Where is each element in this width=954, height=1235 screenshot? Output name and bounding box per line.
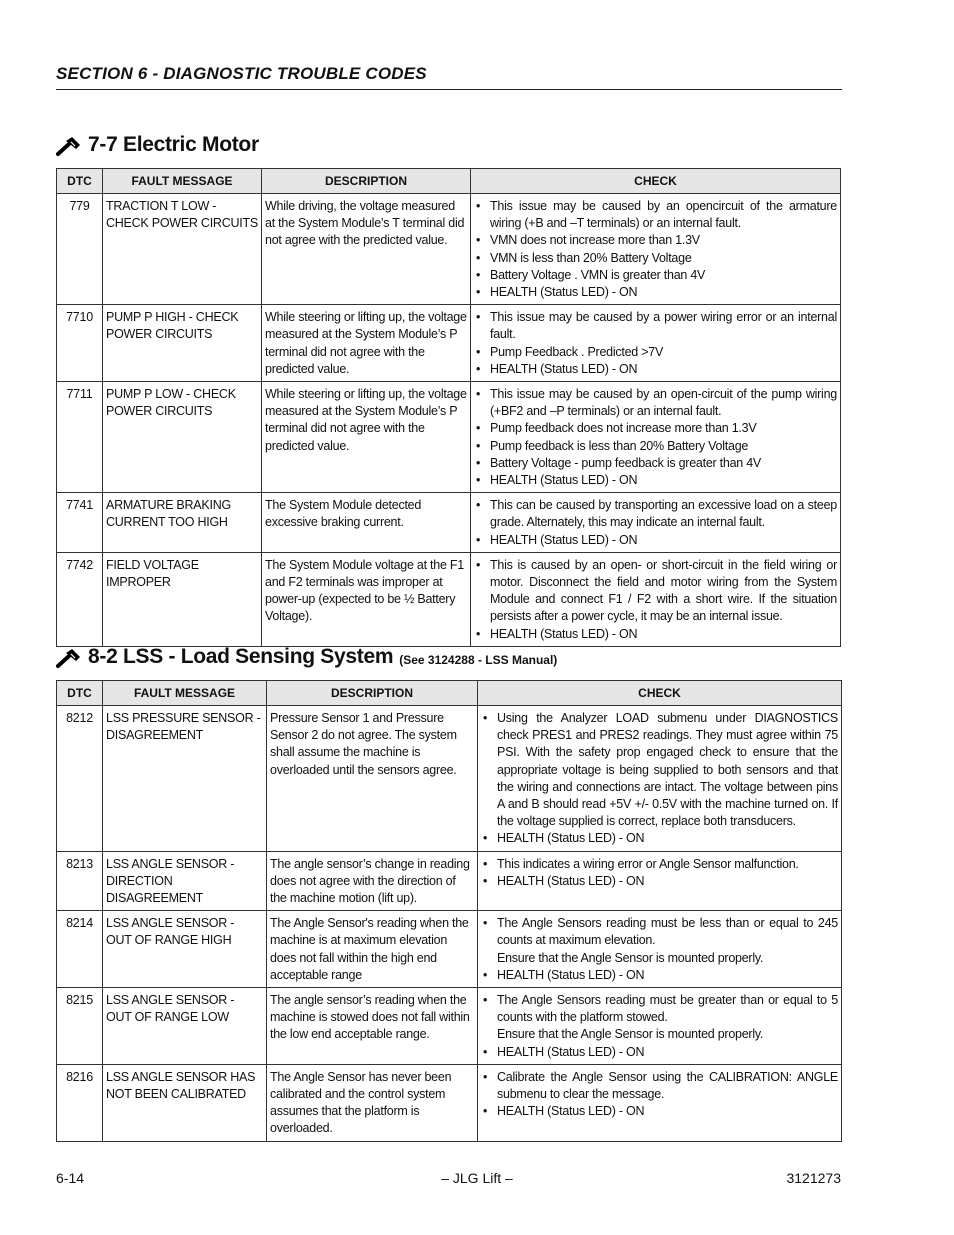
fault-description: While steering or lifting up, the voltage measured at the System Module’s P terminal did not agree with the predicted value. (262, 305, 471, 382)
check-cell (478, 851, 842, 911)
fault-message: LSS ANGLE SENSOR - DIRECTION DISAGREEMENT (103, 851, 267, 911)
header-rule (56, 89, 842, 90)
fault-description: The Angle Sensor's reading when the machine is at maximum elevation does not fall within the high end acceptable range (267, 911, 478, 988)
fault-description: The Angle Sensor has never been calibrated and the control system assumes that the platform is overloaded. (267, 1064, 478, 1141)
section2-heading (56, 645, 557, 669)
table-row (57, 552, 841, 646)
check-cell (478, 1064, 842, 1141)
table-row (57, 706, 842, 852)
check-item: • This can be caused by transporting an excessive load on a steep grade. Alternately, this may indicate an internal fault. (490, 497, 837, 531)
check-item: • This issue may be caused by an open-circuit of the pump wiring (+BF2 and –P terminals) or an internal fault. (490, 386, 837, 420)
section2-title: 8-2 LSS - Load Sensing System (88, 645, 394, 668)
column-header: DESCRIPTION (262, 169, 471, 194)
column-header: FAULT MESSAGE (103, 681, 267, 706)
dtc-code: 8214 (57, 911, 103, 988)
fault-message: LSS PRESSURE SENSOR - DISAGREEMENT (103, 706, 267, 852)
dtc-code: 8216 (57, 1064, 103, 1141)
fault-message: ARMATURE BRAKING CURRENT TOO HIGH (103, 493, 262, 553)
check-item: • The Angle Sensors reading must be greater than or equal to 5 counts with the platform stowed. (497, 992, 838, 1026)
fault-description: While steering or lifting up, the voltage measured at the System Module’s P terminal did not agree with the predicted value. (262, 382, 471, 493)
table-row (57, 305, 841, 382)
check-item: • VMN does not increase more than 1.3V (490, 232, 837, 249)
wrench-icon (56, 135, 82, 157)
dtc-code: 7711 (57, 382, 103, 493)
electric-motor-table (56, 168, 841, 647)
check-item: • This indicates a wiring error or Angle Sensor malfunction. (497, 856, 838, 873)
check-cell (478, 706, 842, 852)
check-cell (478, 988, 842, 1065)
dtc-code: 8215 (57, 988, 103, 1065)
column-header: DESCRIPTION (267, 681, 478, 706)
check-item-continuation: Ensure that the Angle Sensor is mounted properly. (497, 950, 764, 965)
dtc-code: 779 (57, 194, 103, 305)
check-cell (478, 911, 842, 988)
fault-description: The angle sensor’s reading when the machine is stowed does not fall within the low end acceptable range. (267, 988, 478, 1065)
fault-message: TRACTION T LOW - CHECK POWER CIRCUITS (103, 194, 262, 305)
check-item: • The Angle Sensors reading must be less than or equal to 245 counts at maximum elevation. (497, 915, 838, 949)
check-item: • This issue may be caused by a power wiring error or an internal fault. (490, 309, 837, 343)
dtc-code: 7741 (57, 493, 103, 553)
table-row (57, 493, 841, 553)
check-item: • Calibrate the Angle Sensor using the CALIBRATION: ANGLE submenu to clear the message. (497, 1069, 838, 1103)
dtc-code: 8212 (57, 706, 103, 852)
table-row (57, 988, 842, 1065)
check-item: • HEALTH (Status LED) - ON (490, 626, 837, 643)
fault-message: FIELD VOLTAGE IMPROPER (103, 552, 262, 646)
fault-message: PUMP P HIGH - CHECK POWER CIRCUITS (103, 305, 262, 382)
table-header-row (57, 169, 841, 194)
section1-title: 7-7 Electric Motor (88, 133, 259, 156)
footer-publisher: – JLG Lift – (441, 1170, 513, 1186)
check-item: • HEALTH (Status LED) - ON (490, 532, 837, 549)
check-item: • Pump feedback does not increase more than 1.3V (490, 420, 837, 437)
column-header: CHECK (478, 681, 842, 706)
document-number: 3121273 (786, 1170, 841, 1186)
fault-description: The angle sensor’s change in reading does not agree with the direction of the machine motion (lift up). (267, 851, 478, 911)
check-item: • Pump Feedback . Predicted >7V (490, 344, 837, 361)
table-row (57, 911, 842, 988)
check-cell (471, 382, 841, 493)
lss-table (56, 680, 842, 1142)
fault-message: LSS ANGLE SENSOR - OUT OF RANGE LOW (103, 988, 267, 1065)
dtc-code: 8213 (57, 851, 103, 911)
check-cell (471, 493, 841, 553)
check-item: • Pump feedback is less than 20% Battery Voltage (490, 438, 837, 455)
fault-description: The System Module detected excessive braking current. (262, 493, 471, 553)
check-item: • HEALTH (Status LED) - ON (497, 1103, 838, 1120)
section1-heading (56, 133, 259, 157)
column-header: FAULT MESSAGE (103, 169, 262, 194)
table-row (57, 851, 842, 911)
check-item: • HEALTH (Status LED) - ON (497, 967, 838, 984)
column-header: DTC (57, 169, 103, 194)
check-item: • VMN is less than 20% Battery Voltage (490, 250, 837, 267)
table-row (57, 194, 841, 305)
check-item: • HEALTH (Status LED) - ON (490, 361, 837, 378)
check-item: • Battery Voltage - pump feedback is greater than 4V (490, 455, 837, 472)
column-header: DTC (57, 681, 103, 706)
check-item: • This issue may be caused by an opencircuit of the armature wiring (+B and –T terminals) or an internal fault. (490, 198, 837, 232)
check-cell (471, 305, 841, 382)
fault-description: While driving, the voltage measured at the System Module’s T terminal did not agree with the predicted value. (262, 194, 471, 305)
check-cell (471, 194, 841, 305)
column-header: CHECK (471, 169, 841, 194)
fault-description: Pressure Sensor 1 and Pressure Sensor 2 do not agree. The system shall assume the machine is overloaded until the sensors agree. (267, 706, 478, 852)
page-number: 6-14 (56, 1170, 85, 1186)
check-item: • This is caused by an open- or short-circuit in the field wiring or motor. Disconnect the field and motor wiring from the System Module and connect F1 / F2 with a short wire. If the situation persists after a power cycle, it may be an internal issue. (490, 557, 837, 626)
check-cell (471, 552, 841, 646)
check-item-continuation: Ensure that the Angle Sensor is mounted properly. (497, 1027, 764, 1042)
check-item: • HEALTH (Status LED) - ON (497, 873, 838, 890)
table-header-row (57, 681, 842, 706)
table-row (57, 382, 841, 493)
wrench-icon (56, 647, 82, 669)
check-item: • Using the Analyzer LOAD submenu under DIAGNOSTICS check PRES1 and PRES2 readings. They must agree within 75 PSI. With the safety prop engaged check to ensure that the appropriate voltage is being supplied to both sensors and that the wiring and connections are intact. The voltage between pins A and B should read +5V +/- 0.5V with the machine turned on. If the voltage supplied is correct, replace both transducers. (497, 710, 838, 830)
dtc-code: 7710 (57, 305, 103, 382)
section-header: SECTION 6 - DIAGNOSTIC TROUBLE CODES (56, 64, 427, 83)
check-item: • HEALTH (Status LED) - ON (497, 1044, 838, 1061)
check-item: • HEALTH (Status LED) - ON (490, 472, 837, 489)
section2-subtitle: (See 3124288 - LSS Manual) (399, 653, 558, 667)
fault-description: The System Module voltage at the F1 and F2 terminals was improper at power-up (expected to be ½ Battery Voltage). (262, 552, 471, 646)
check-item: • HEALTH (Status LED) - ON (497, 830, 838, 847)
fault-message: LSS ANGLE SENSOR HAS NOT BEEN CALIBRATED (103, 1064, 267, 1141)
dtc-code: 7742 (57, 552, 103, 646)
fault-message: PUMP P LOW - CHECK POWER CIRCUITS (103, 382, 262, 493)
table-row (57, 1064, 842, 1141)
fault-message: LSS ANGLE SENSOR - OUT OF RANGE HIGH (103, 911, 267, 988)
check-item: • Battery Voltage . VMN is greater than 4V (490, 267, 837, 284)
check-item: • HEALTH (Status LED) - ON (490, 284, 837, 301)
